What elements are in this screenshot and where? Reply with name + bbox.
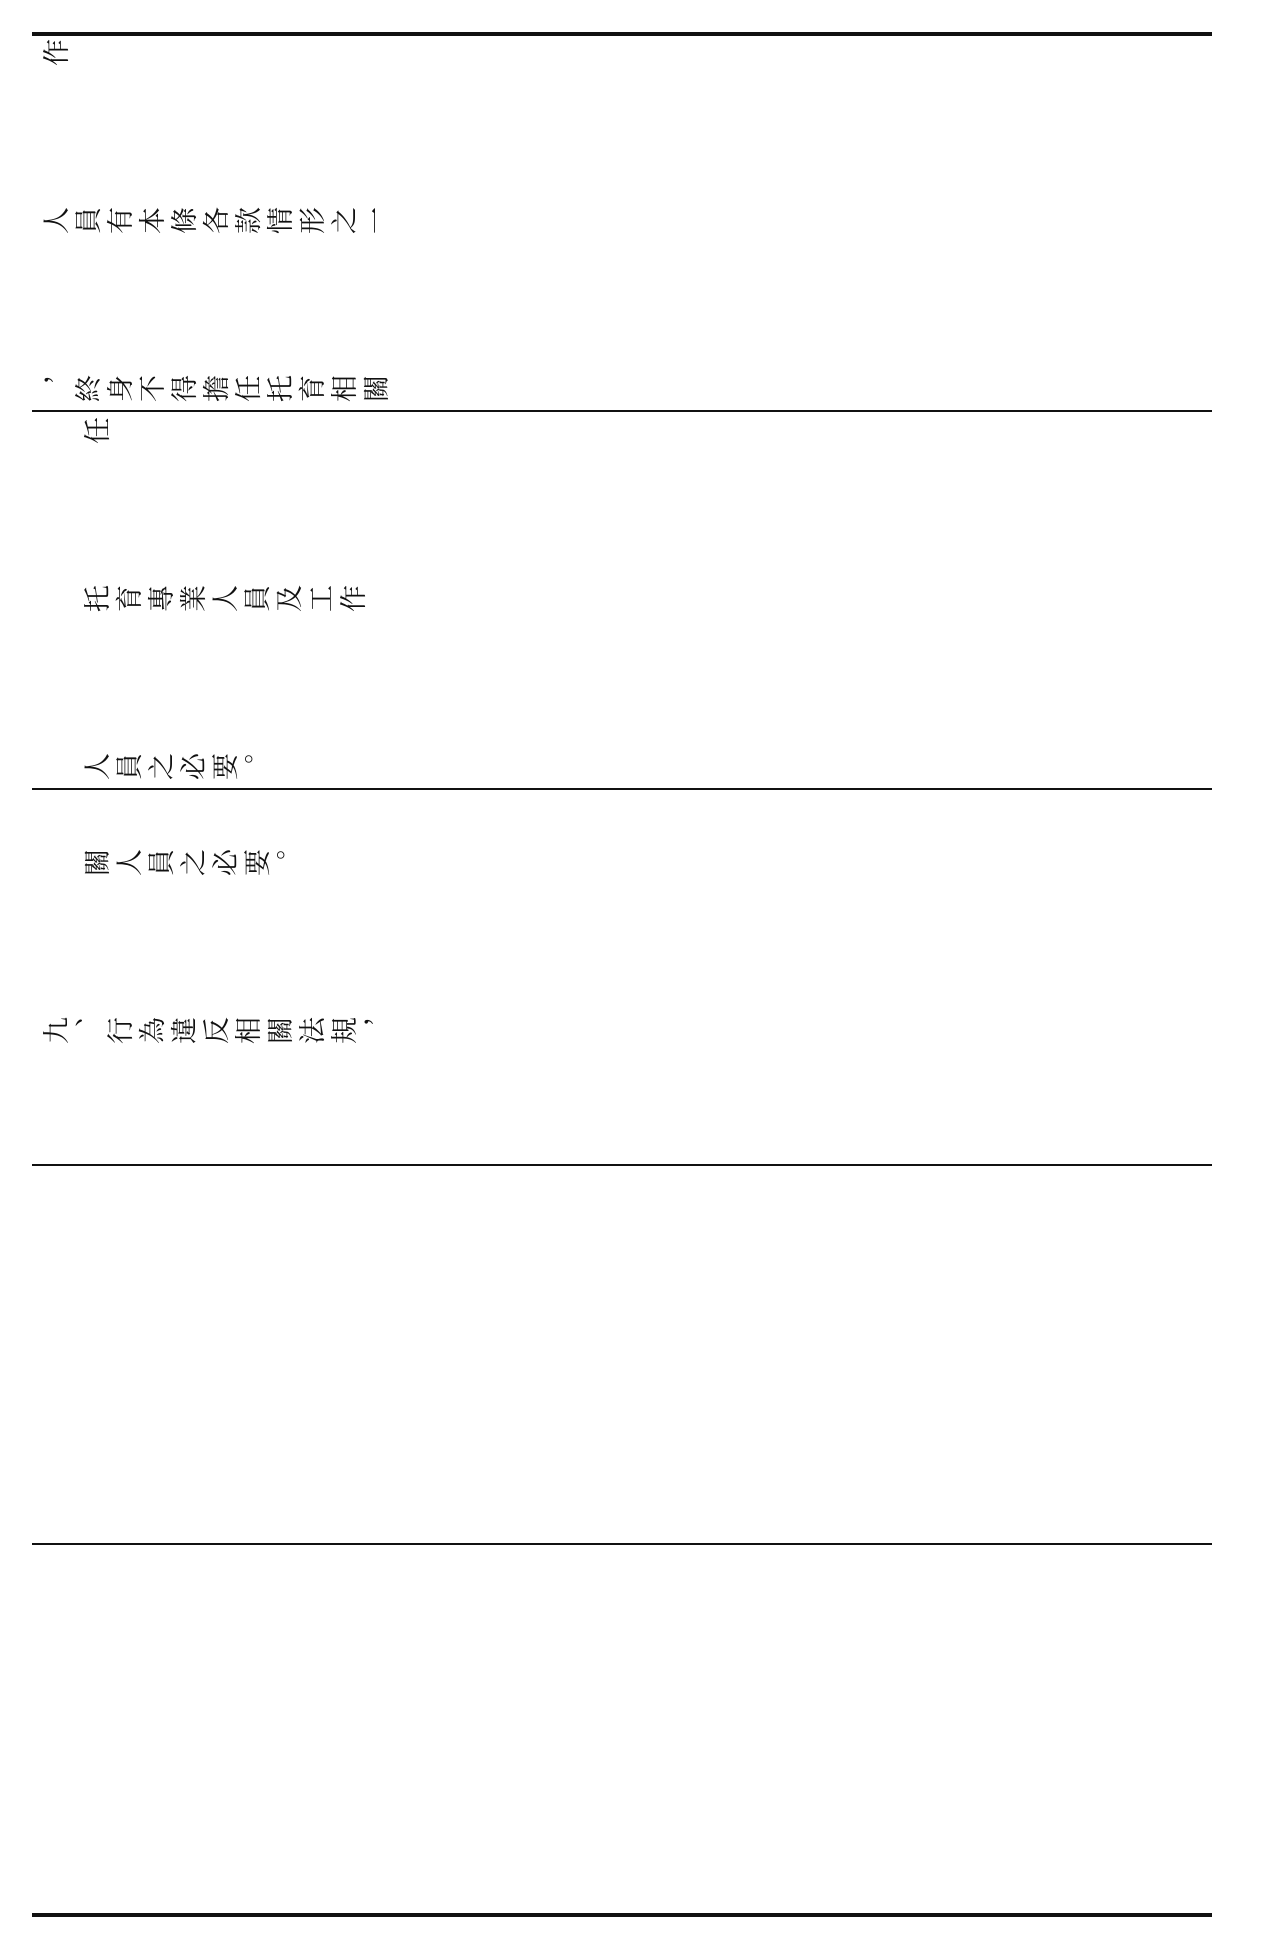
text-line: 人員有本條各款情形之一 — [42, 208, 394, 239]
text-line: 關人員之必要。 — [82, 850, 307, 881]
text-line: 托育專業人員及工作 — [82, 586, 371, 617]
text-line: 作 — [42, 40, 74, 71]
rule-1 — [32, 410, 1212, 412]
empty-panel — [32, 1168, 1212, 1541]
text-line: 任 — [82, 418, 115, 449]
empty-panel — [32, 1547, 1212, 1911]
panel-right — [32, 36, 1212, 408]
bottom-rule — [32, 1913, 1212, 1917]
rule-2 — [32, 788, 1212, 790]
rule-3 — [32, 1164, 1212, 1166]
text-line: 人員之必要。 — [82, 754, 275, 785]
text-line: ，終身不得擔任托育相關 — [42, 376, 394, 407]
panel-left — [32, 792, 1212, 1162]
rule-4 — [32, 1543, 1212, 1545]
text-line: 九、行為違反相關法規， — [42, 1018, 394, 1049]
panel-middle — [32, 414, 1212, 786]
